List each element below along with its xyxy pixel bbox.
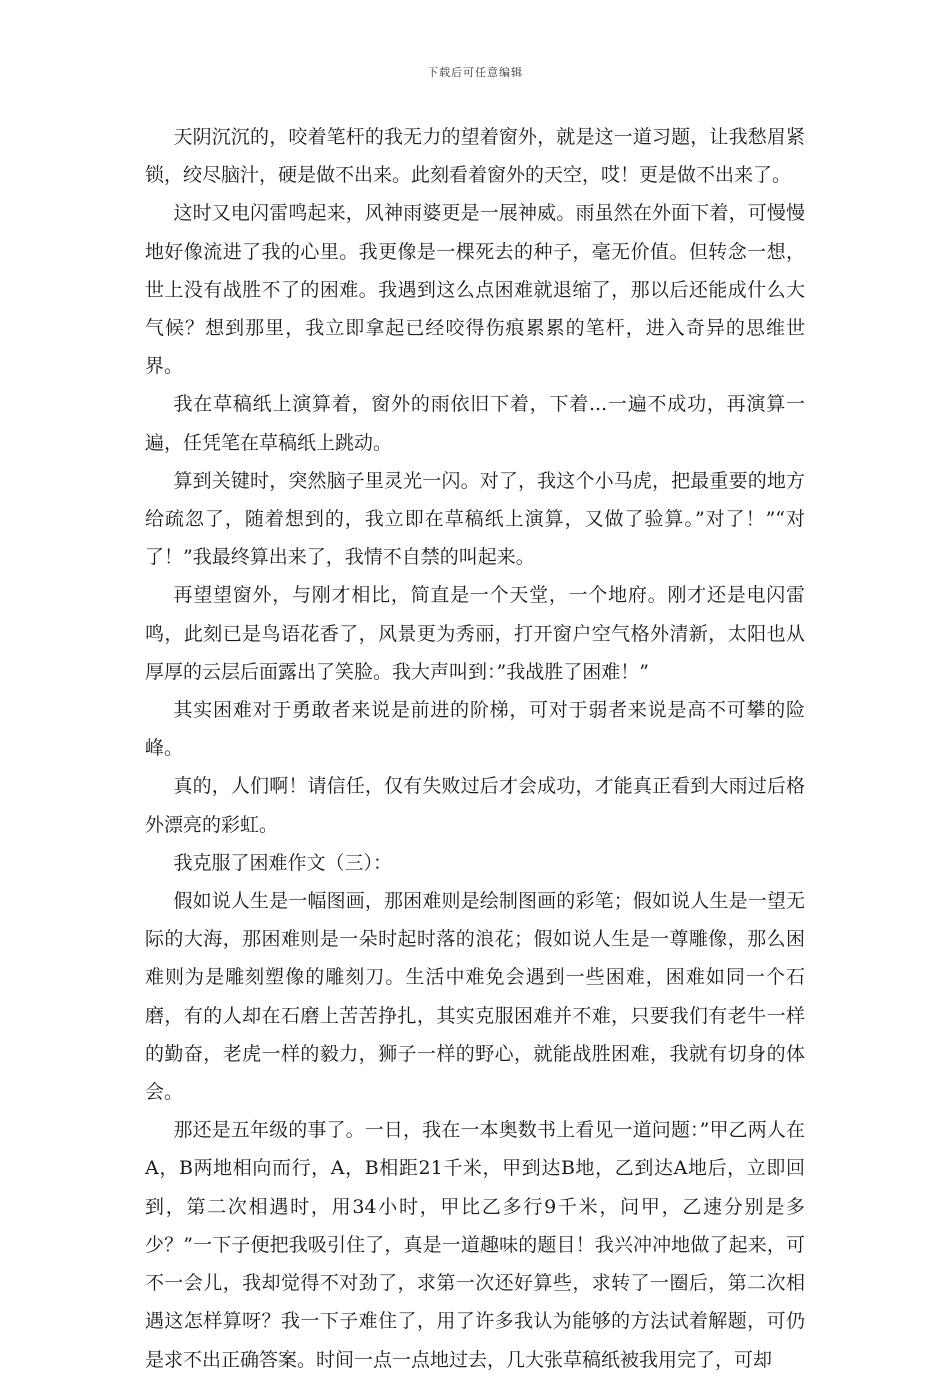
paragraph: 我在草稿纸上演算着，窗外的雨依旧下着，下着...一遍不成功，再演算一遍，任凭笔在草稿纸上跳动。: [145, 393, 805, 454]
paragraph: 真的，人们啊！请信任，仅有失败过后才会成功，才能真正看到大雨过后格外漂亮的彩虹。: [145, 775, 805, 836]
document-body: [145, 118, 805, 1379]
paragraph: 算到关键时，突然脑子里灵光一闪。对了，我这个小马虎，把最重要的地方给疏忽了，随着想到的，我立即在草稿纸上演算，又做了验算。”对了！”“对了！”我最终算出来了，我情不自禁的叫起来。: [145, 469, 805, 569]
page-header: 下载后可任意编辑: [427, 66, 523, 79]
paragraph: 再望望窗外，与刚才相比，简直是一个天堂，一个地府。刚才还是电闪雷鸣，此刻已是鸟语花香了，风景更为秀丽，打开窗户空气格外清新，太阳也从厚厚的云层后面露出了笑脸。我大声叫到：”我战胜了困难！”: [145, 584, 805, 683]
paragraph: 那还是五年级的事了。一日，我在一本奥数书上看见一道问题：”甲乙两人在A，B两地相向而行，A，B相距21千米，甲到达B地，乙到达A地后，立即回到，第二次相遇时，用34小时，甲比乙多行9千米，问甲，乙速分别是多少？”一下子便把我吸引住了，真是一道趣味的题目！我兴冲冲地做了起来，可不一会儿，我却觉得不对劲了，求第一次还好算些，求转了一圈后，第二次相遇这怎样算呀？我一下子难住了，用了许多我认为能够的方法试着解题，可仍是求不出正确答案。时间一点一点地过去，几大张草稿纸被我用完了，可却: [145, 1119, 805, 1371]
paragraph: 其实困难对于勇敢者来说是前进的阶梯，可对于弱者来说是高不可攀的险峰。: [145, 699, 805, 760]
paragraph: 这时又电闪雷鸣起来，风神雨婆更是一展神威。雨虽然在外面下着，可慢慢地好像流进了我的心里。我更像是一棵死去的种子，毫无价值。但转念一想，世上没有战胜不了的困难。我遇到这么点困难就退缩了，那以后还能成什么大气候？想到那里，我立即拿起已经咬得伤痕累累的笔杆，进入奇异的思维世界。: [145, 202, 805, 378]
paragraph: 天阴沉沉的，咬着笔杆的我无力的望着窗外，就是这一道习题，让我愁眉紧锁，绞尽脑汁，硬是做不出来。此刻看着窗外的天空，哎！更是做不出来了。: [145, 126, 805, 187]
paragraph: 假如说人生是一幅图画，那困难则是绘制图画的彩笔；假如说人生是一望无际的大海，那困难则是一朵时起时落的浪花；假如说人生是一尊雕像，那么困难则为是雕刻塑像的雕刻刀。生活中难免会遇到一些困难，困难如同一个石磨，有的人却在石磨上苦苦挣扎，其实克服困难并不难，只要我们有老牛一样的勤奋，老虎一样的毅力，狮子一样的野心，就能战胜困难，我就有切身的体会。: [145, 890, 805, 1104]
section-heading: 我克服了困难作文（三）：: [173, 851, 393, 874]
